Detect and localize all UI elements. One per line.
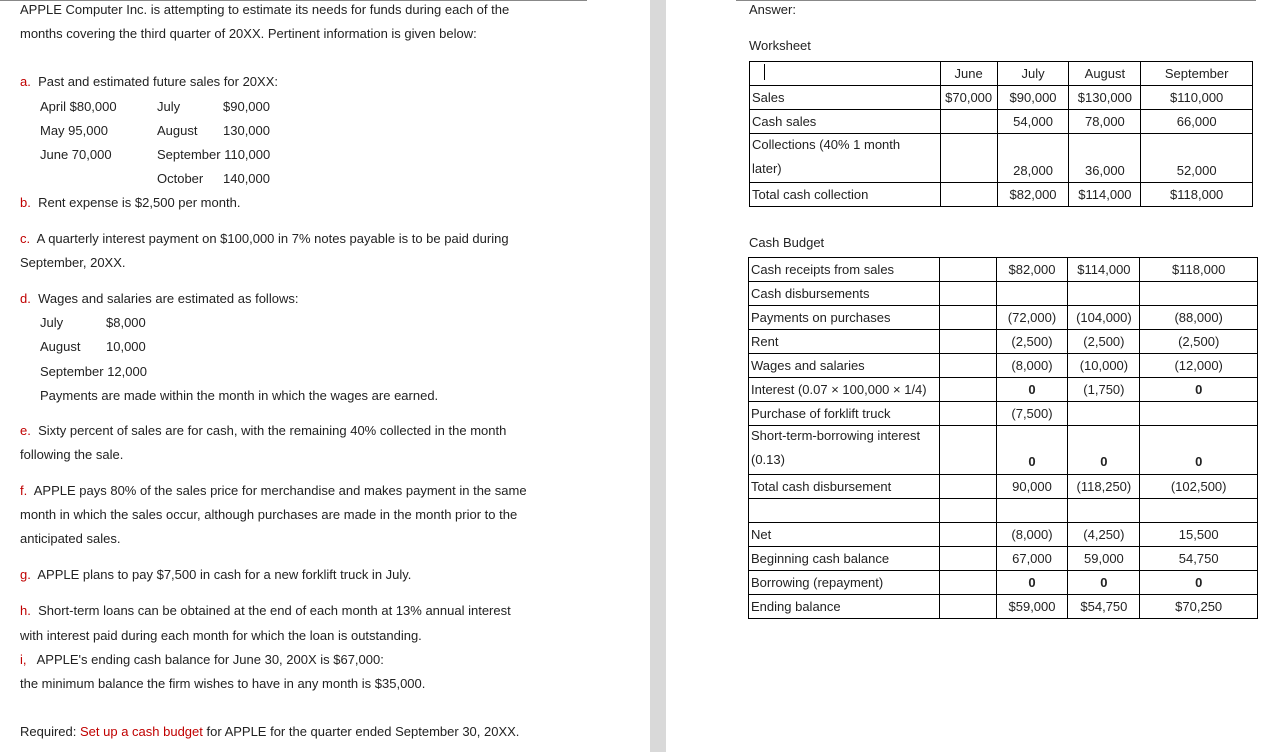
cell-july bbox=[996, 282, 1068, 306]
row-label: Borrowing (repayment) bbox=[749, 571, 940, 595]
item-f-line-3: anticipated sales. bbox=[20, 531, 121, 546]
item-b-label: b. bbox=[20, 195, 31, 210]
item-d bbox=[20, 291, 298, 307]
top-divider-right bbox=[736, 0, 1256, 1]
item-c-line-2: September, 20XX. bbox=[20, 255, 126, 270]
item-h-label: h. bbox=[20, 603, 31, 618]
cell-september bbox=[1140, 499, 1258, 523]
table-row bbox=[749, 547, 1258, 571]
row-label: Sales bbox=[750, 86, 941, 110]
cell-august: 0 bbox=[1068, 426, 1140, 475]
cell-june bbox=[940, 134, 997, 183]
row-label bbox=[750, 134, 941, 183]
cell-july: $82,000 bbox=[997, 183, 1069, 207]
cell-june bbox=[939, 258, 996, 282]
table-row bbox=[750, 183, 1253, 207]
table-row bbox=[749, 499, 1258, 523]
table-row bbox=[750, 134, 1253, 183]
item-e-text: Sixty percent of sales are for cash, with the remaining 40% collected in the month bbox=[38, 423, 507, 438]
cell-june bbox=[940, 110, 997, 134]
worksheet-table bbox=[749, 61, 1253, 207]
item-i-line-2: the minimum balance the firm wishes to have in any month is $35,000. bbox=[20, 676, 426, 691]
cell-august: (104,000) bbox=[1068, 306, 1140, 330]
sales-august-label: August bbox=[157, 123, 198, 138]
table-row bbox=[749, 258, 1258, 282]
item-h bbox=[20, 603, 511, 619]
cell-june bbox=[940, 183, 997, 207]
cell-july: (72,000) bbox=[996, 306, 1068, 330]
cell-july: 90,000 bbox=[996, 475, 1068, 499]
sales-september: September 110,000 bbox=[157, 147, 271, 162]
header-june: June bbox=[940, 62, 997, 86]
row-label: Payments on purchases bbox=[749, 306, 940, 330]
collections-label-1: Collections (40% 1 month bbox=[752, 137, 901, 152]
row-label: Net bbox=[749, 523, 940, 547]
cell-june bbox=[939, 282, 996, 306]
cell-september: (12,000) bbox=[1140, 354, 1258, 378]
item-c-text: A quarterly interest payment on $100,000 in 7% notes payable is to be paid during bbox=[36, 231, 509, 246]
table-row bbox=[749, 306, 1258, 330]
table-row bbox=[750, 110, 1253, 134]
sales-october-label: October bbox=[157, 171, 204, 186]
stb-interest-label-1: Short-term-borrowing interest bbox=[751, 428, 921, 443]
row-label: Purchase of forklift truck bbox=[749, 402, 940, 426]
row-label: Ending balance bbox=[749, 595, 940, 619]
cell-august bbox=[1068, 499, 1140, 523]
wages-note: Payments are made within the month in which the wages are earned. bbox=[40, 388, 439, 403]
top-divider bbox=[0, 0, 587, 1]
cell-june: $70,000 bbox=[940, 86, 997, 110]
problem-panel bbox=[0, 0, 587, 752]
cell-june bbox=[939, 354, 996, 378]
cell-june bbox=[939, 499, 996, 523]
cell-september: (88,000) bbox=[1140, 306, 1258, 330]
item-i bbox=[20, 652, 384, 668]
cell-july: 0 bbox=[996, 426, 1068, 475]
item-a bbox=[20, 74, 278, 90]
cell-september: 0 bbox=[1140, 426, 1258, 475]
cell-september: 15,500 bbox=[1140, 523, 1258, 547]
cell-august: $114,000 bbox=[1068, 258, 1140, 282]
cell-july: 0 bbox=[996, 571, 1068, 595]
row-label: Total cash collection bbox=[750, 183, 941, 207]
cell-july: 0 bbox=[996, 378, 1068, 402]
row-label: Cash sales bbox=[750, 110, 941, 134]
cell-july: (2,500) bbox=[996, 330, 1068, 354]
cell-august: 78,000 bbox=[1069, 110, 1141, 134]
cell-june bbox=[939, 330, 996, 354]
row-label: Rent bbox=[749, 330, 940, 354]
table-row bbox=[749, 378, 1258, 402]
cell-august: (4,250) bbox=[1068, 523, 1140, 547]
cell-september: 0 bbox=[1140, 571, 1258, 595]
cell-august: (10,000) bbox=[1068, 354, 1140, 378]
table-row bbox=[750, 86, 1253, 110]
cell-june bbox=[939, 571, 996, 595]
header-september: September bbox=[1141, 62, 1253, 86]
item-b bbox=[20, 195, 240, 211]
cell-september: $118,000 bbox=[1140, 258, 1258, 282]
cell-june bbox=[939, 523, 996, 547]
cell-july: (8,000) bbox=[996, 354, 1068, 378]
cell-august: $130,000 bbox=[1069, 86, 1141, 110]
wages-september: September 12,000 bbox=[40, 364, 147, 379]
row-label: Interest (0.07 × 100,000 × 1/4) bbox=[749, 378, 940, 402]
intro-line-2: months covering the third quarter of 20XX. Pertinent information is given below: bbox=[20, 26, 477, 41]
item-g-label: g. bbox=[20, 567, 31, 582]
cell-august: (1,750) bbox=[1068, 378, 1140, 402]
cell-september: (2,500) bbox=[1140, 330, 1258, 354]
cell-september: $118,000 bbox=[1141, 183, 1253, 207]
item-b-text: Rent expense is $2,500 per month. bbox=[38, 195, 241, 210]
sales-july-value: $90,000 bbox=[223, 99, 270, 114]
row-label: Total cash disbursement bbox=[749, 475, 940, 499]
item-h-text: Short-term loans can be obtained at the end of each month at 13% annual interest bbox=[38, 603, 511, 618]
row-label: Beginning cash balance bbox=[749, 547, 940, 571]
cell-september bbox=[1140, 402, 1258, 426]
item-a-label: a. bbox=[20, 74, 31, 89]
table-row bbox=[749, 523, 1258, 547]
cell-august bbox=[1068, 402, 1140, 426]
sales-july-label: July bbox=[157, 99, 181, 114]
intro-line-1: APPLE Computer Inc. is attempting to estimate its needs for funds during each of the bbox=[20, 2, 510, 17]
wages-july-value: $8,000 bbox=[106, 315, 146, 330]
cell-september: $110,000 bbox=[1141, 86, 1253, 110]
cell-september bbox=[1140, 282, 1258, 306]
cell-july: (7,500) bbox=[996, 402, 1068, 426]
cell-august: (2,500) bbox=[1068, 330, 1140, 354]
stb-interest-label-2: (0.13) bbox=[751, 452, 785, 467]
cell-june bbox=[939, 402, 996, 426]
item-f-text: APPLE pays 80% of the sales price for merchandise and makes payment in the same bbox=[33, 483, 527, 498]
cell-july bbox=[996, 499, 1068, 523]
item-d-text: Wages and salaries are estimated as follows: bbox=[38, 291, 299, 306]
table-row bbox=[749, 595, 1258, 619]
item-c bbox=[20, 231, 509, 247]
cell-august: $114,000 bbox=[1069, 183, 1141, 207]
row-label bbox=[749, 499, 940, 523]
item-i-text: APPLE's ending cash balance for June 30, 200X is $67,000: bbox=[36, 652, 384, 667]
cash-budget-table bbox=[748, 257, 1258, 619]
cell-june bbox=[939, 426, 996, 475]
item-d-label: d. bbox=[20, 291, 31, 306]
cell-june bbox=[939, 378, 996, 402]
cell-june bbox=[939, 547, 996, 571]
table-row bbox=[749, 330, 1258, 354]
table-row bbox=[749, 354, 1258, 378]
header-july: July bbox=[997, 62, 1069, 86]
cell-august: (118,250) bbox=[1068, 475, 1140, 499]
cell-september: 66,000 bbox=[1141, 110, 1253, 134]
cell-june bbox=[939, 475, 996, 499]
cell-september: $70,250 bbox=[1140, 595, 1258, 619]
table-row bbox=[749, 282, 1258, 306]
sales-june: June 70,000 bbox=[40, 147, 112, 162]
item-h-line-2: with interest paid during each month for which the loan is outstanding. bbox=[20, 628, 422, 643]
cell-july: $59,000 bbox=[996, 595, 1068, 619]
sales-august-value: 130,000 bbox=[223, 123, 270, 138]
page-gutter bbox=[650, 0, 666, 752]
cell-june bbox=[939, 306, 996, 330]
item-c-label: c. bbox=[20, 231, 31, 246]
item-a-text: Past and estimated future sales for 20XX: bbox=[38, 74, 278, 89]
sales-may: May 95,000 bbox=[40, 123, 108, 138]
cell-july: 54,000 bbox=[997, 110, 1069, 134]
wages-august-value: 10,000 bbox=[106, 339, 146, 354]
table-row bbox=[749, 571, 1258, 595]
item-f-line-2: month in which the sales occur, although purchases are made in the month prior to the bbox=[20, 507, 518, 522]
answer-panel bbox=[666, 0, 1282, 752]
row-label: Cash disbursements bbox=[749, 282, 940, 306]
item-e-line-2: following the sale. bbox=[20, 447, 124, 462]
table-row bbox=[749, 475, 1258, 499]
wages-august-label: August bbox=[40, 339, 81, 354]
item-f-label: f. bbox=[20, 483, 28, 498]
table-row bbox=[749, 426, 1258, 475]
header-blank bbox=[750, 62, 941, 86]
worksheet-title: Worksheet bbox=[749, 38, 811, 53]
item-f bbox=[20, 483, 527, 499]
cell-august: 59,000 bbox=[1068, 547, 1140, 571]
cell-july: 67,000 bbox=[996, 547, 1068, 571]
cell-july: $90,000 bbox=[997, 86, 1069, 110]
collections-label-2: later) bbox=[752, 161, 782, 176]
required-rest: for APPLE for the quarter ended September 30, 20XX. bbox=[206, 724, 520, 739]
answer-title: Answer: bbox=[749, 2, 796, 17]
required-label: Required: bbox=[20, 724, 77, 739]
cell-september: 52,000 bbox=[1141, 134, 1253, 183]
worksheet-header-row bbox=[750, 62, 1253, 86]
sales-october-value: 140,000 bbox=[223, 171, 270, 186]
header-august: August bbox=[1069, 62, 1141, 86]
sales-april: April $80,000 bbox=[40, 99, 117, 114]
item-g-text: APPLE plans to pay $7,500 in cash for a new forklift truck in July. bbox=[37, 567, 412, 582]
cell-september: 54,750 bbox=[1140, 547, 1258, 571]
cell-july: $82,000 bbox=[996, 258, 1068, 282]
cell-july: (8,000) bbox=[996, 523, 1068, 547]
cell-june bbox=[939, 595, 996, 619]
table-row bbox=[749, 402, 1258, 426]
item-i-label: i, bbox=[20, 652, 27, 667]
cell-august: $54,750 bbox=[1068, 595, 1140, 619]
wages-july-label: July bbox=[40, 315, 64, 330]
required-link[interactable]: Set up a cash budget bbox=[80, 724, 203, 739]
budget-title: Cash Budget bbox=[749, 235, 825, 250]
cell-august bbox=[1068, 282, 1140, 306]
row-label bbox=[749, 426, 940, 475]
cell-august: 36,000 bbox=[1069, 134, 1141, 183]
item-g bbox=[20, 567, 411, 583]
required-line bbox=[20, 724, 519, 740]
cell-july: 28,000 bbox=[997, 134, 1069, 183]
row-label: Cash receipts from sales bbox=[749, 258, 940, 282]
item-e-label: e. bbox=[20, 423, 31, 438]
cell-september: (102,500) bbox=[1140, 475, 1258, 499]
cell-august: 0 bbox=[1068, 571, 1140, 595]
row-label: Wages and salaries bbox=[749, 354, 940, 378]
cell-september: 0 bbox=[1140, 378, 1258, 402]
item-e bbox=[20, 423, 506, 439]
